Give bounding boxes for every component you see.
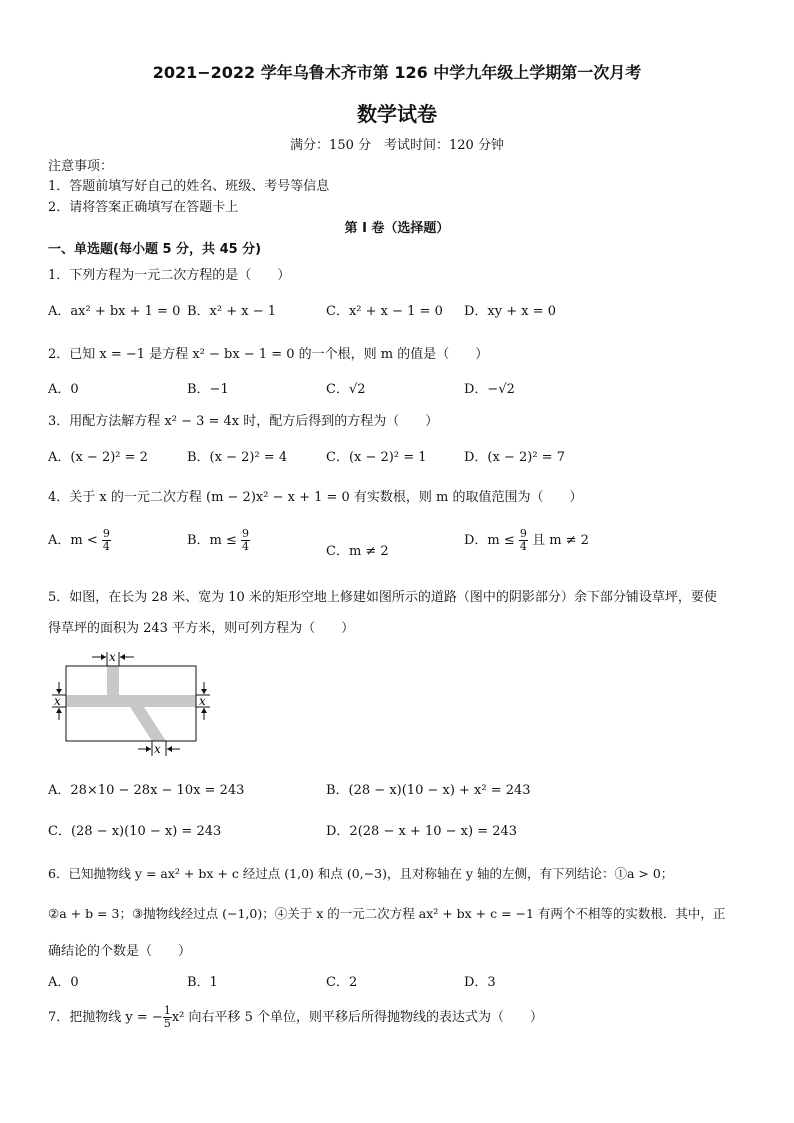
dim-label: x (154, 742, 161, 756)
option-d: D．−√2 (464, 382, 515, 397)
exam-title: 2021−2022 学年乌鲁木齐市第 126 中学九年级上学期第一次月考 (152, 63, 642, 82)
option-a-text: A．m < (48, 533, 98, 548)
part-title: 第 I 卷（选择题） (344, 221, 450, 236)
fraction (102, 528, 111, 553)
question-stem (48, 1005, 543, 1030)
exam-meta: 满分：150 分 考试时间：120 分钟 (290, 138, 504, 153)
fraction-numerator: 9 (102, 527, 110, 540)
question-stem: 确结论的个数是（ ） (48, 944, 192, 959)
option-b: B．x² + x − 1 (187, 304, 277, 319)
dim-label: x (109, 650, 116, 664)
option-a: A．28×10 − 28x − 10x = 243 (48, 783, 245, 798)
fraction (241, 528, 250, 553)
option-d: D．(x − 2)² = 7 (464, 450, 565, 465)
option-d-text: D．m ≤ (464, 533, 515, 548)
option-d: D．3 (464, 975, 496, 990)
question-stem: 6．已知抛物线 y = ax² + bx + c 经过点 (1,0) 和点 (0,−3)，且对称轴在 y 轴的左侧，有下列结论：①a > 0； (48, 866, 674, 881)
option-b (187, 528, 250, 553)
dim-label: x (54, 694, 61, 708)
option-b: B．(x − 2)² = 4 (187, 450, 288, 465)
question-stem: 1．下列方程为一元二次方程的是（ ） (48, 268, 291, 283)
stem-prefix: 7．把抛物线 y = − (48, 1010, 163, 1025)
option-b: B．(28 − x)(10 − x) + x² = 243 (326, 783, 531, 798)
notice-heading: 注意事项： (48, 159, 114, 174)
option-d (464, 528, 589, 553)
fraction-denominator: 4 (242, 540, 250, 553)
option-b: B．1 (187, 975, 218, 990)
fraction-denominator: 4 (519, 540, 527, 553)
vertical-road (107, 666, 119, 695)
horizontal-road (66, 695, 196, 707)
question-stem: 3．用配方法解方程 x² − 3 = 4x 时，配方后得到的方程为（ ） (48, 414, 439, 429)
fraction (519, 528, 528, 553)
option-a: A．0 (48, 975, 79, 990)
fraction-numerator: 9 (242, 527, 250, 540)
option-a: A．(x − 2)² = 2 (48, 450, 148, 465)
dim-label: x (199, 694, 206, 708)
option-b: B．−1 (187, 382, 229, 397)
option-c: C．x² + x − 1 = 0 (326, 304, 443, 319)
question-stem: 2．已知 x = −1 是方程 x² − bx − 1 = 0 的一个根，则 m 的值是（ ） (48, 347, 489, 362)
option-b-text: B．m ≤ (187, 533, 237, 548)
fraction-numerator: 1 (163, 1004, 171, 1017)
exam-subtitle: 数学试卷 (357, 102, 437, 126)
fraction-numerator: 9 (519, 527, 527, 540)
fraction-denominator: 4 (102, 540, 110, 553)
option-c: C．√2 (326, 382, 366, 397)
fraction (163, 1005, 172, 1030)
road-diagram (40, 648, 220, 760)
stem-suffix: x² 向右平移 5 个单位，则平移后所得抛物线的表达式为（ ） (171, 1010, 544, 1025)
notice-item: 1．答题前填写好自己的姓名、班级、考号等信息 (48, 179, 330, 194)
question-stem: ②a + b = 3；③抛物线经过点 (−1,0)；④关于 x 的一元二次方程 ax² + bx + c = −1 有两个不相等的实数根．其中，正 (48, 906, 726, 921)
option-d-suffix: 且 m ≠ 2 (532, 533, 589, 548)
option-d: D．2(28 − x + 10 − x) = 243 (326, 824, 518, 839)
option-a (48, 528, 111, 553)
option-c: C．2 (326, 975, 358, 990)
option-c: C．m ≠ 2 (326, 544, 389, 559)
option-c: C．(28 − x)(10 − x) = 243 (48, 824, 222, 839)
option-a: A．ax² + bx + 1 = 0 (48, 304, 181, 319)
section-heading: 一、单选题(每小题 5 分，共 45 分) (48, 242, 262, 257)
notice-item: 2．请将答案正确填写在答题卡上 (48, 200, 239, 215)
question-stem: 得草坪的面积为 243 平方米，则可列方程为（ ） (48, 621, 355, 636)
option-a: A．0 (48, 382, 79, 397)
slanted-road (130, 707, 166, 741)
option-d: D．xy + x = 0 (464, 304, 557, 319)
question-stem: 4．关于 x 的一元二次方程 (m − 2)x² − x + 1 = 0 有实数根，则 m 的取值范围为（ ） (48, 490, 583, 505)
question-stem: 5．如图，在长为 28 米、宽为 10 米的矩形空地上修建如图所示的道路（图中的阴影部分）余下部分铺设草坪，要使 (48, 590, 717, 605)
option-c: C．(x − 2)² = 1 (326, 450, 427, 465)
fraction-denominator: 5 (163, 1017, 171, 1030)
